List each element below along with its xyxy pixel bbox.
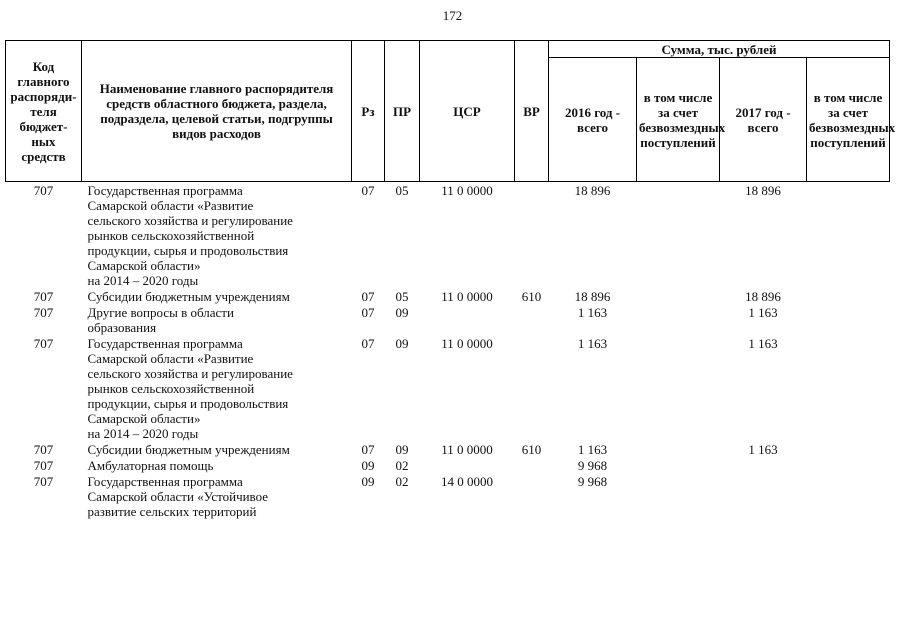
budget-table — [5, 40, 896, 519]
cell-name — [82, 457, 352, 473]
cell-pr: 02 — [395, 474, 409, 489]
cell-2017-total: 18 896 — [745, 289, 781, 304]
cell-2016-total: 18 896 — [574, 289, 611, 304]
header-pr: ПР — [385, 41, 420, 182]
cell-name — [82, 473, 352, 519]
cell-2017-free — [807, 441, 890, 457]
cell-rz: 09 — [361, 474, 375, 489]
header-rz: Рз — [352, 41, 385, 182]
table-row — [6, 288, 890, 304]
name-line: сельского хозяйства и регулирование — [87, 213, 293, 228]
cell-name — [82, 304, 352, 335]
cell-pr: 05 — [395, 183, 409, 198]
cell-csr: 11 0 0000 — [441, 289, 493, 304]
page-number: 172 — [442, 8, 463, 23]
cell-2017-total: 1 163 — [748, 336, 778, 351]
header-csr: ЦСР — [420, 41, 515, 182]
name-line: Амбулаторная помощь — [87, 458, 214, 473]
cell-2017-total: 1 163 — [748, 442, 778, 457]
cell-rz: 07 — [361, 183, 375, 198]
cell-rz: 07 — [361, 442, 375, 457]
table-row — [6, 441, 890, 457]
cell-code: 707 — [33, 183, 54, 198]
header-sum-title: Сумма, тыс. рублей — [549, 41, 890, 58]
cell-2017-total: 18 896 — [745, 183, 781, 198]
name-line: Субсидии бюджетным учреждениям — [87, 442, 290, 457]
table-row — [6, 304, 890, 335]
table-row — [6, 335, 890, 441]
cell-2016-total: 1 163 — [577, 336, 608, 351]
cell-vr: 610 — [521, 289, 542, 304]
cell-2016-total: 1 163 — [577, 305, 608, 320]
name-line: развитие сельских территорий — [87, 504, 257, 519]
name-line: на 2014 – 2020 годы — [87, 273, 199, 288]
cell-pr: 09 — [395, 336, 409, 351]
cell-name — [82, 182, 352, 289]
cell-code: 707 — [33, 458, 54, 473]
cell-csr: 11 0 0000 — [441, 442, 493, 457]
name-line: Субсидии бюджетным учреждениям — [87, 289, 290, 304]
cell-2016-total: 9 968 — [577, 474, 608, 489]
cell-vr — [515, 304, 549, 335]
name-line: Самарской области «Развитие — [87, 198, 254, 213]
cell-2016-free — [637, 335, 720, 441]
cell-rz: 09 — [361, 458, 375, 473]
name-line: на 2014 – 2020 годы — [87, 426, 199, 441]
cell-code: 707 — [33, 305, 54, 320]
cell-2016-free — [637, 182, 720, 289]
name-line: продукции, сырья и продовольствия — [87, 243, 289, 258]
table-body — [6, 182, 890, 520]
cell-code: 707 — [33, 336, 54, 351]
name-line: Другие вопросы в области — [87, 305, 234, 320]
cell-name — [82, 335, 352, 441]
cell-2017-free — [807, 288, 890, 304]
header-name: Наименование главного распорядителя средств областного бюджета, раздела, подраздела, целевой статьи, подгруппы видов расходов — [82, 41, 352, 182]
cell-2017-free — [807, 335, 890, 441]
cell-rz: 07 — [361, 289, 375, 304]
cell-2016-total: 9 968 — [577, 458, 608, 473]
name-line: рынков сельскохозяйственной — [87, 228, 255, 243]
cell-vr — [515, 182, 549, 289]
cell-rz: 07 — [361, 336, 375, 351]
cell-vr — [515, 473, 549, 519]
cell-pr: 09 — [395, 442, 409, 457]
name-line: сельского хозяйства и регулирование — [87, 366, 293, 381]
table-row — [6, 473, 890, 519]
header-2016-total: 2016 год - всего — [549, 58, 637, 182]
cell-name — [82, 288, 352, 304]
name-line: Государственная программа — [87, 183, 243, 198]
cell-2016-free — [637, 304, 720, 335]
cell-vr — [515, 335, 549, 441]
name-line: продукции, сырья и продовольствия — [87, 396, 289, 411]
name-line: рынков сельскохозяйственной — [87, 381, 255, 396]
cell-csr — [420, 457, 515, 473]
header-vr: ВР — [515, 41, 549, 182]
cell-2016-free — [637, 441, 720, 457]
table-row — [6, 182, 890, 289]
cell-2017-total — [720, 473, 807, 519]
header-2017-total: 2017 год - всего — [720, 58, 807, 182]
cell-2017-free — [807, 473, 890, 519]
cell-2016-free — [637, 457, 720, 473]
cell-2017-free — [807, 304, 890, 335]
cell-vr — [515, 457, 549, 473]
table-row — [6, 457, 890, 473]
name-line: Самарской области» — [87, 411, 201, 426]
cell-2016-total: 1 163 — [577, 442, 608, 457]
name-line: Самарской области «Устойчивое — [87, 489, 269, 504]
cell-code: 707 — [33, 289, 54, 304]
cell-2016-free — [637, 288, 720, 304]
name-line: Самарской области «Развитие — [87, 351, 254, 366]
cell-2017-total — [720, 457, 807, 473]
cell-2016-total: 18 896 — [574, 183, 611, 198]
name-line: Государственная программа — [87, 336, 243, 351]
cell-pr: 09 — [395, 305, 409, 320]
cell-2017-total: 1 163 — [748, 305, 778, 320]
cell-csr: 11 0 0000 — [441, 336, 493, 351]
header-2017-free: в том числе за счет безвозмездных поступлений — [807, 58, 890, 182]
header-code: Код главного распоряди-теля бюджет-ных средств — [6, 41, 82, 182]
cell-code: 707 — [33, 474, 54, 489]
cell-csr: 11 0 0000 — [441, 183, 493, 198]
cell-2017-free — [807, 457, 890, 473]
cell-vr: 610 — [521, 442, 542, 457]
name-line: образования — [87, 320, 157, 335]
name-line: Самарской области» — [87, 258, 201, 273]
cell-pr: 05 — [395, 289, 409, 304]
name-line: Государственная программа — [87, 474, 243, 489]
cell-name — [82, 441, 352, 457]
cell-csr — [420, 304, 515, 335]
cell-2017-free — [807, 182, 890, 289]
cell-csr: 14 0 0000 — [441, 474, 493, 489]
cell-code: 707 — [33, 442, 54, 457]
cell-rz: 07 — [361, 305, 375, 320]
cell-pr: 02 — [395, 458, 409, 473]
header-2016-free: в том числе за счет безвозмездных поступлений — [637, 58, 720, 182]
cell-2016-free — [637, 473, 720, 519]
